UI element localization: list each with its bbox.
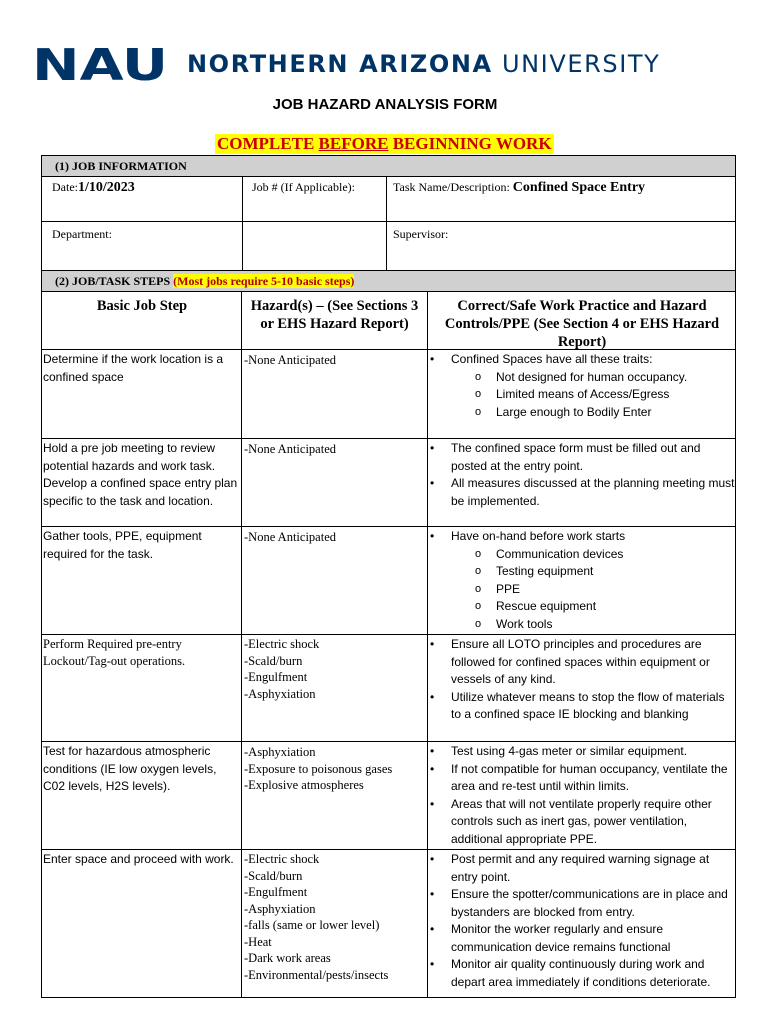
hazard-item: -Electric shock <box>244 852 320 866</box>
hazard-item: -Engulfment <box>244 670 308 684</box>
controls-4 <box>430 636 736 724</box>
control-subitem: o Rescue equipment <box>430 598 736 616</box>
hazard-item: -Scald/burn <box>244 653 303 668</box>
hazard-item: -Scald/burn <box>244 868 303 883</box>
col-basic-job-step: Basic Job Step <box>96 298 188 314</box>
hazards-1 <box>244 352 426 369</box>
job-number-label: Job # (If Applicable): <box>252 180 355 194</box>
control-item: • Test using 4-gas meter or similar equipment. <box>430 743 736 761</box>
controls-3 <box>430 528 736 633</box>
control-subitem: o Testing equipment <box>430 563 736 581</box>
hazards-2 <box>244 441 426 458</box>
hazard-item: -Heat <box>244 934 272 949</box>
task-name-field[interactable] <box>393 180 645 196</box>
hazard-item: -Asphyxiation <box>244 686 316 701</box>
date-label: Date: <box>52 180 78 194</box>
form-title: JOB HAZARD ANALYSIS FORM <box>272 96 498 113</box>
hazard-item: -Dark work areas <box>244 951 331 965</box>
job-information-title: (1) JOB INFORMATION <box>55 159 187 173</box>
control-subitem: o PPE <box>430 581 736 599</box>
task-name-value: Confined Space Entry <box>512 180 646 195</box>
date-value: 1/10/2023 <box>78 180 135 195</box>
complete-before-notice: COMPLETE BEFORE BEGINNING WORK <box>217 134 552 153</box>
hazard-item: -None Anticipated <box>244 530 336 544</box>
control-item: • Ensure the spotter/communications are in place and bystanders are blocked from entry. <box>430 886 736 921</box>
control-item: • If not compatible for human occupancy, ventilate the area and re-test until within limits. <box>430 761 736 796</box>
control-item: • Utilize whatever means to stop the flow of materials to a confined space IE blocking and blanking <box>430 689 736 724</box>
svg-text:NAU: NAU <box>32 44 168 84</box>
hazard-item: -Engulfment <box>244 885 308 899</box>
hazard-item: -Asphyxiation <box>244 901 316 916</box>
job-steps-header <box>41 270 736 292</box>
hazards-4 <box>244 636 426 702</box>
job-step-6: Enter space and proceed with work. <box>43 852 234 866</box>
job-step-2: Hold a pre job meeting to review potential hazards and work task. Develop a confined space entry plan specific to the task and location. <box>43 441 238 508</box>
hazard-item: -Asphyxiation <box>244 745 316 759</box>
date-field[interactable] <box>52 180 135 196</box>
control-item: • Confined Spaces have all these traits: <box>430 351 736 369</box>
hazard-item: -Environmental/pests/insects <box>244 967 389 982</box>
job-step-1: Determine if the work location is a confined space <box>43 352 224 384</box>
control-item: • All measures discussed at the planning meeting must be implemented. <box>430 475 736 510</box>
control-subitem: o Not designed for human occupancy. <box>430 369 736 387</box>
supervisor-label: Supervisor: <box>393 227 449 241</box>
supervisor-field[interactable] <box>393 227 448 242</box>
col-controls: Correct/Safe Work Practice and Hazard Controls/PPE (See Section 4 or EHS Hazard Report) <box>444 298 720 350</box>
controls-6 <box>430 851 736 991</box>
control-item: • Areas that will not ventilate properly require other controls such as inert gas, power ventilation, additional appropriate PPE. <box>430 796 736 849</box>
control-item: • The confined space form must be filled out and posted at the entry point. <box>430 440 736 475</box>
col-hazards: Hazard(s) – (See Sections 3 or EHS Hazard Report) <box>250 298 419 332</box>
university-name-bold: NORTHERN ARIZONA <box>187 50 493 78</box>
job-step-5: Test for hazardous atmospheric conditions (IE low oxygen levels, C02 levels, H2S levels). <box>43 744 217 793</box>
university-name <box>187 50 660 78</box>
control-subitem: o Communication devices <box>430 546 736 564</box>
nau-logo <box>32 44 722 84</box>
hazard-item: -None Anticipated <box>244 442 336 456</box>
task-name-label: Task Name/Description: <box>393 180 510 194</box>
controls-1 <box>430 351 736 421</box>
university-name-light: UNIVERSITY <box>501 50 661 78</box>
hazards-5 <box>244 744 426 794</box>
control-item: • Ensure all LOTO principles and procedures are followed for confined spaces within equipment or vessels of any kind. <box>430 636 736 689</box>
department-label: Department: <box>52 227 112 241</box>
hazard-item: -falls (same or lower level) <box>244 918 380 932</box>
control-subitem: o Limited means of Access/Egress <box>430 386 736 404</box>
job-step-3: Gather tools, PPE, equipment required for the task. <box>43 529 202 561</box>
job-steps-title: (2) JOB/TASK STEPS <box>55 274 171 288</box>
controls-2 <box>430 440 736 510</box>
control-item: • Monitor the worker regularly and ensure communication device remains functional <box>430 921 736 956</box>
controls-5 <box>430 743 736 848</box>
hazard-item: -None Anticipated <box>244 353 336 367</box>
nau-logo-mark <box>32 44 172 84</box>
job-steps-note: (Most jobs require 5-10 basic steps) <box>173 274 355 288</box>
hazard-item: -Explosive atmospheres <box>244 778 364 792</box>
control-subitem: o Large enough to Bodily Enter <box>430 404 736 422</box>
job-number-field[interactable] <box>252 180 355 195</box>
job-step-4: Perform Required pre-entry Lockout/Tag-out operations. <box>43 637 186 668</box>
control-item: • Have on-hand before work starts <box>430 528 736 546</box>
department-field[interactable] <box>52 227 112 242</box>
job-information-header <box>41 155 736 177</box>
hazards-6 <box>244 851 426 983</box>
control-item: • Post permit and any required warning signage at entry point. <box>430 851 736 886</box>
control-item: • Monitor air quality continuously during work and depart area immediately if conditions deteriorate. <box>430 956 736 991</box>
control-subitem: o Work tools <box>430 616 736 634</box>
hazard-item: -Exposure to poisonous gases <box>244 761 393 776</box>
hazards-3 <box>244 529 426 546</box>
hazard-item: -Electric shock <box>244 637 320 651</box>
